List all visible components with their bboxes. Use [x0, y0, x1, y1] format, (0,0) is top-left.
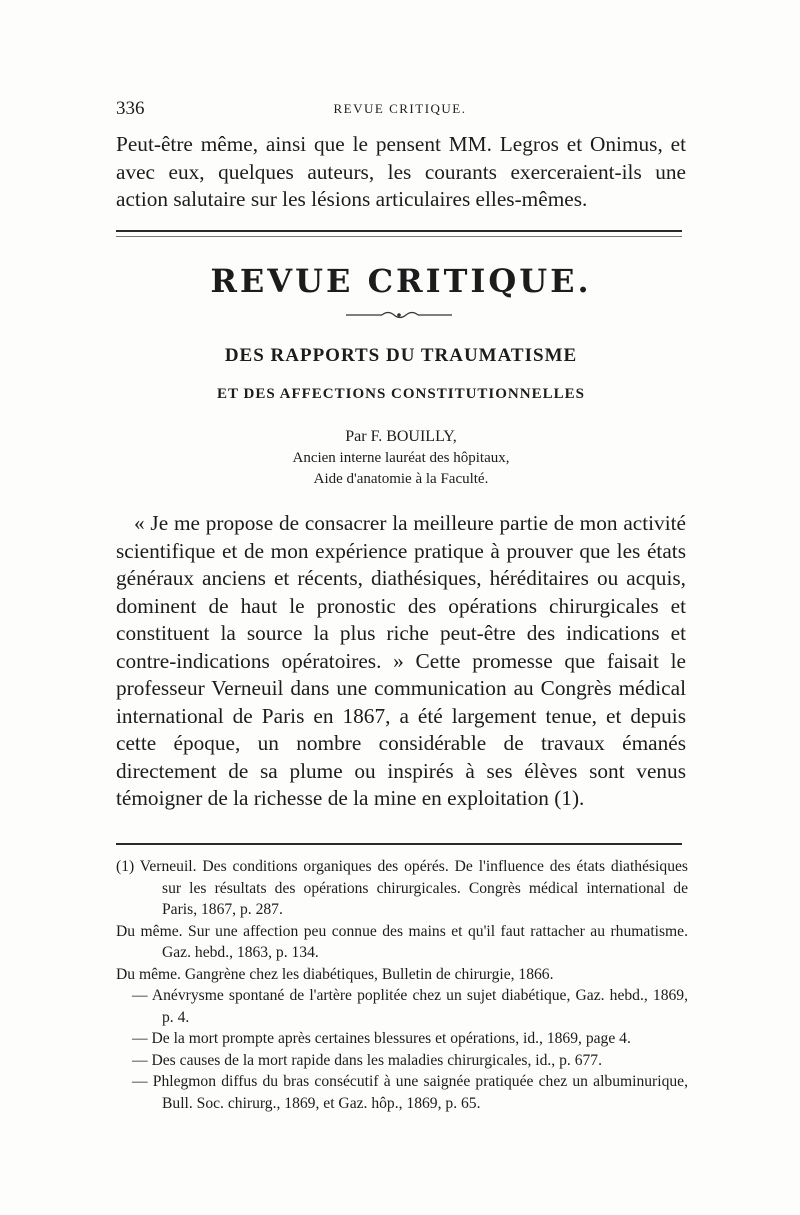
- footnote-divider: [116, 843, 682, 845]
- article-title-line1: DES RAPPORTS DU TRAUMATISME: [224, 345, 578, 366]
- section-divider-thin: [116, 236, 682, 237]
- author-role-2: Aide d'anatomie à la Faculté.: [313, 471, 489, 487]
- article-title-line2: ET DES AFFECTIONS CONSTITUTIONNELLES: [217, 386, 585, 402]
- author-role-1: Ancien interne lauréat des hôpitaux,: [292, 450, 510, 466]
- author: Par F. BOUILLY,: [345, 428, 457, 445]
- footnote-5: — De la mort prompte après certaines blessures et opérations, id., 1869, page 4.: [132, 1030, 631, 1047]
- page-number: 336: [116, 98, 145, 119]
- main-paragraph: « Je me propose de consacrer la meilleure partie de mon activité scientifique et de mon expérience pratique à prouver que les états généraux anciens et récents, diathésiques, héréditaires ou acquis, dominent de haut le pronostic des opérations chirurgicales et constituent la source la plus riche peut-être des indications et contre-indications opératoires. » Cette promesse que faisait le professeur Verneuil dans une communication au Congrès médical international de Paris en 1867, a été largement tenue, et depuis cette époque, un nombre considérable de travaux émanés directement de sa plume ou inspirés à ses élèves sont venus témoigner de la richesse de la mine en exploitation (1).: [116, 511, 686, 810]
- footnotes: [116, 856, 688, 1114]
- running-head: [116, 98, 684, 124]
- footnote-6: — Des causes de la mort rapide dans les maladies chirurgicales, id., p. 677.: [132, 1051, 602, 1069]
- footnote-7: — Phlegmon diffus du bras consécutif à une saignée pratiquée chez un albuminurique, Bull. Soc. chirurg., 1869, et Gaz. hôp., 1869, p. 65.: [132, 1073, 688, 1112]
- section-title: REVUE CRITIQUE.: [210, 262, 592, 300]
- footnote-4: — Anévrysme spontané de l'artère poplitée chez un sujet diabétique, Gaz. hebd., 1869, p. 4.: [132, 987, 688, 1026]
- section-divider: [116, 230, 682, 232]
- footnote-1: (1) Verneuil. Des conditions organiques des opérés. De l'influence des états diathésiques sur les résultats des opérations chirurgicales. Congrès médical international de Paris, 1867, p. 287.: [116, 858, 688, 918]
- running-title: REVUE CRITIQUE.: [333, 101, 467, 116]
- continued-paragraph: Peut-être même, ainsi que le pensent MM. Legros et Onimus, et avec eux, quelques auteurs, les courants exerceraient-ils une action salutaire sur les lésions articulaires elles-mêmes.: [116, 132, 686, 211]
- footnote-2: Du même. Sur une affection peu connue des mains et qu'il faut rattacher au rhumatisme. Gaz. hebd., 1863, p. 134.: [116, 922, 688, 961]
- footnote-3: Du même. Gangrène chez les diabétiques, Bulletin de chirurgie, 1866.: [116, 965, 554, 983]
- ornament-divider-icon: [346, 308, 452, 322]
